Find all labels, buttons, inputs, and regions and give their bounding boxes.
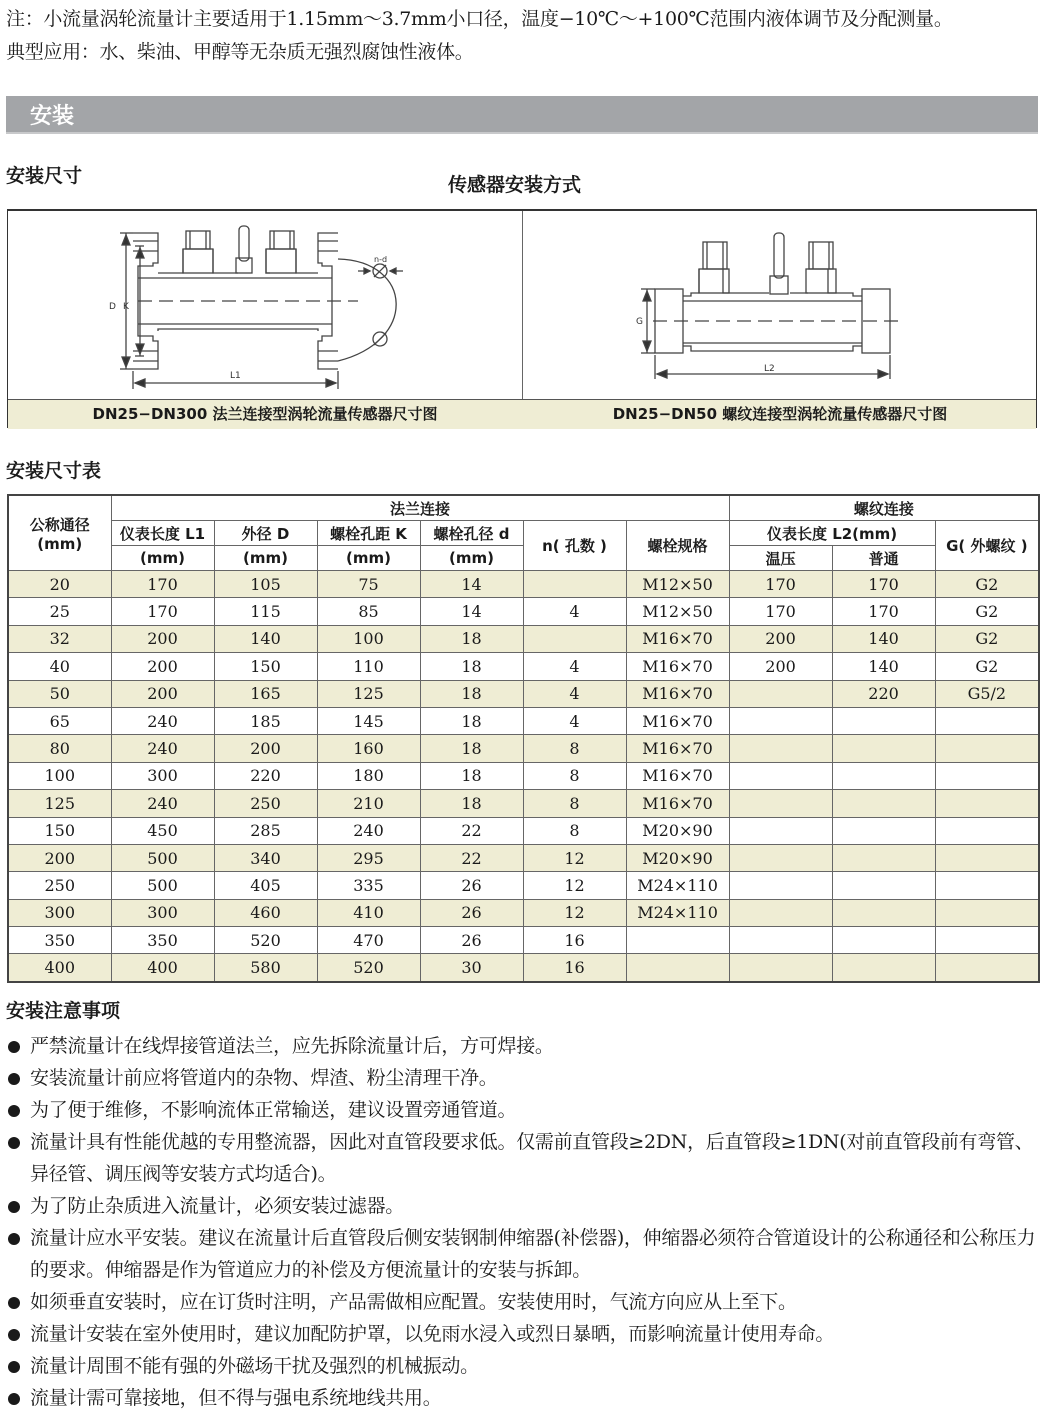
table-row	[8, 927, 1039, 954]
header-temp-press: 温压	[729, 546, 832, 571]
table-row	[8, 954, 1039, 982]
table-cell	[626, 927, 729, 954]
table-cell: 100	[8, 762, 111, 789]
table-cell: 220	[832, 680, 935, 707]
bullet-icon	[8, 1041, 20, 1053]
note-item	[6, 1382, 1041, 1414]
table-cell: 400	[8, 954, 111, 982]
table-cell: 110	[317, 653, 420, 680]
table-row	[8, 762, 1039, 789]
table-cell: 18	[420, 707, 523, 734]
label-l2: L2	[764, 364, 775, 374]
table-cell: 8	[523, 817, 626, 844]
table-cell: 410	[317, 899, 420, 926]
table-cell	[729, 954, 832, 982]
note-text: 流量计具有性能优越的专用整流器，因此对直管段要求低。仅需前直管段≥2DN，后直管段≥1DN(对前直管段前有弯管、异径管、调压阀等安装方式均适合)。	[30, 1131, 1034, 1185]
table-cell: 85	[317, 598, 420, 625]
header-unit: (mm)	[317, 546, 420, 571]
table-cell: 450	[111, 817, 214, 844]
header-unit: (mm)	[214, 546, 317, 571]
table-cell: 335	[317, 872, 420, 899]
header-normal: 普通	[832, 546, 935, 571]
table-cell: 300	[111, 762, 214, 789]
table-cell: 40	[8, 653, 111, 680]
table-cell: 295	[317, 844, 420, 871]
table-cell	[729, 790, 832, 817]
table-cell: 285	[214, 817, 317, 844]
table-cell	[729, 735, 832, 762]
table-cell: 185	[214, 707, 317, 734]
bullet-icon	[8, 1137, 20, 1149]
bullet-icon	[8, 1201, 20, 1213]
table-cell: 26	[420, 927, 523, 954]
table-cell: 170	[111, 598, 214, 625]
table-cell: 65	[8, 707, 111, 734]
table-cell: 105	[214, 571, 317, 598]
table-cell: 200	[111, 653, 214, 680]
header-hole-count: n( 孔数 )	[523, 521, 626, 571]
table-cell	[832, 762, 935, 789]
table-row	[8, 680, 1039, 707]
table-row	[8, 817, 1039, 844]
table-cell: 150	[8, 817, 111, 844]
table-cell	[523, 625, 626, 652]
table-cell	[935, 735, 1039, 762]
table-cell: 470	[317, 927, 420, 954]
note-item	[6, 1094, 1041, 1126]
table-cell	[832, 899, 935, 926]
table-cell	[729, 817, 832, 844]
table-cell: 200	[729, 625, 832, 652]
table-cell: M12×50	[626, 598, 729, 625]
label-l1: L1	[230, 371, 241, 381]
table-cell: G2	[935, 653, 1039, 680]
table-cell	[832, 954, 935, 982]
table-cell	[832, 790, 935, 817]
table-cell: 12	[523, 872, 626, 899]
note-item	[6, 1062, 1041, 1094]
table-cell: M16×70	[626, 790, 729, 817]
notes-list	[6, 1030, 1041, 1414]
table-cell: 18	[420, 790, 523, 817]
table-cell: G2	[935, 598, 1039, 625]
table-cell: 300	[8, 899, 111, 926]
note-text: 为了便于维修，不影响流体正常输送，建议设置旁通管道。	[30, 1099, 517, 1121]
table-cell: 180	[317, 762, 420, 789]
table-row	[8, 735, 1039, 762]
table-row	[8, 707, 1039, 734]
table-cell: 150	[214, 653, 317, 680]
table-cell: 165	[214, 680, 317, 707]
header-outer-d: 外径 D	[214, 521, 317, 546]
table-cell	[832, 707, 935, 734]
header-g-thread: G( 外螺纹 )	[935, 521, 1039, 571]
table-cell: 4	[523, 598, 626, 625]
label-nd: n-d	[374, 255, 388, 264]
note-item	[6, 1030, 1041, 1062]
table-row	[8, 653, 1039, 680]
table-cell: 340	[214, 844, 317, 871]
header-flange-group: 法兰连接	[111, 495, 729, 521]
table-cell: 200	[8, 844, 111, 871]
table-cell: 18	[420, 625, 523, 652]
table-row	[8, 598, 1039, 625]
table-cell	[729, 707, 832, 734]
table-cell	[832, 817, 935, 844]
table-cell: 250	[8, 872, 111, 899]
table-cell: 32	[8, 625, 111, 652]
thread-sensor-diagram	[523, 211, 1037, 399]
label-k: K	[123, 302, 129, 312]
table-cell: 25	[8, 598, 111, 625]
table-cell	[832, 735, 935, 762]
table-cell: 170	[832, 571, 935, 598]
table-cell	[832, 872, 935, 899]
bullet-icon	[8, 1073, 20, 1085]
table-cell: M24×110	[626, 872, 729, 899]
table-cell: G2	[935, 625, 1039, 652]
section-title: 安装	[30, 104, 75, 129]
table-cell: M20×90	[626, 844, 729, 871]
header-unit: (mm)	[420, 546, 523, 571]
diagram-panel	[7, 209, 1037, 428]
table-row	[8, 844, 1039, 871]
table-cell: 170	[729, 571, 832, 598]
header-bolt-k: 螺栓孔距 K	[317, 521, 420, 546]
table-cell: 140	[832, 625, 935, 652]
table-cell: M20×90	[626, 817, 729, 844]
table-cell: 350	[8, 927, 111, 954]
table-row	[8, 571, 1039, 598]
table-cell: 8	[523, 735, 626, 762]
bullet-icon	[8, 1297, 20, 1309]
table-cell: M16×70	[626, 707, 729, 734]
table-cell	[729, 844, 832, 871]
table-cell: 300	[111, 899, 214, 926]
typical-application: 典型应用：水、柴油、甲醇等无杂质无强烈腐蚀性液体。	[6, 41, 474, 63]
table-cell: 18	[420, 735, 523, 762]
header-nominal-label: 公称通径	[29, 515, 90, 534]
note-text: 流量计需可靠接地，但不得与强电系统地线共用。	[30, 1387, 442, 1409]
table-cell: 170	[729, 598, 832, 625]
header-bolt-hole-d: 螺栓孔径 d	[420, 521, 523, 546]
table-cell: M16×70	[626, 625, 729, 652]
table-cell: 200	[214, 735, 317, 762]
bullet-icon	[8, 1393, 20, 1405]
table-cell: 240	[317, 817, 420, 844]
table-cell: 350	[111, 927, 214, 954]
sensor-install-heading: 传感器安装方式	[448, 174, 582, 196]
note-item	[6, 1350, 1041, 1382]
table-cell: 580	[214, 954, 317, 982]
table-cell: 20	[8, 571, 111, 598]
table-cell: 16	[523, 927, 626, 954]
note-item	[6, 1286, 1041, 1318]
install-size-heading: 安装尺寸	[6, 165, 83, 187]
note-text: 安装流量计前应将管道内的杂物、焊渣、粉尘清理干净。	[30, 1067, 498, 1089]
table-cell: 240	[111, 707, 214, 734]
table-cell: 520	[214, 927, 317, 954]
table-cell: 26	[420, 872, 523, 899]
table-cell: 200	[111, 680, 214, 707]
table-cell	[729, 872, 832, 899]
table-cell: M16×70	[626, 735, 729, 762]
table-cell: 210	[317, 790, 420, 817]
bullet-icon	[8, 1361, 20, 1373]
table-cell	[832, 844, 935, 871]
table-cell: 26	[420, 899, 523, 926]
table-cell: 500	[111, 872, 214, 899]
table-cell: 18	[420, 680, 523, 707]
table-cell: 140	[214, 625, 317, 652]
table-cell: 80	[8, 735, 111, 762]
table-row	[8, 790, 1039, 817]
table-cell	[729, 762, 832, 789]
header-thread-group: 螺纹连接	[729, 495, 1039, 521]
table-cell	[523, 571, 626, 598]
table-cell: 14	[420, 571, 523, 598]
table-cell: 460	[214, 899, 317, 926]
note-text: 为了防止杂质进入流量计，必须安装过滤器。	[30, 1195, 405, 1217]
note-text: 流量计应水平安装。建议在流量计后直管段后侧安装钢制伸缩器(补偿器)，伸缩器必须符合管道设计的公称通径和公称压力的要求。伸缩器是作为管道应力的补偿及方便流量计的安装与拆卸。	[30, 1227, 1036, 1281]
table-cell: 405	[214, 872, 317, 899]
table-cell: M16×70	[626, 680, 729, 707]
note-item	[6, 1222, 1041, 1286]
table-cell: 8	[523, 790, 626, 817]
header-nominal-unit: (mm)	[37, 534, 83, 553]
intro-note: 注：小流量涡轮流量计主要适用于1.15mm～3.7mm小口径，温度−10℃～+100℃范围内液体调节及分配测量。	[6, 8, 953, 30]
notes-heading: 安装注意事项	[6, 1000, 121, 1022]
table-cell	[935, 899, 1039, 926]
note-text: 严禁流量计在线焊接管道法兰，应先拆除流量计后，方可焊接。	[30, 1035, 554, 1057]
table-cell: M24×110	[626, 899, 729, 926]
table-cell: 400	[111, 954, 214, 982]
table-cell	[729, 927, 832, 954]
table-cell: 250	[214, 790, 317, 817]
flange-diagram-caption: DN25−DN300 法兰连接型涡轮流量传感器尺寸图	[92, 405, 438, 423]
table-cell	[832, 927, 935, 954]
table-cell: M12×50	[626, 571, 729, 598]
table-cell: 22	[420, 817, 523, 844]
table-cell: 14	[420, 598, 523, 625]
note-item	[6, 1318, 1041, 1350]
table-cell: 4	[523, 707, 626, 734]
table-cell	[729, 680, 832, 707]
table-cell: 18	[420, 653, 523, 680]
table-cell: 500	[111, 844, 214, 871]
table-cell: 170	[832, 598, 935, 625]
table-cell	[626, 954, 729, 982]
table-cell: 18	[420, 762, 523, 789]
thread-diagram-caption: DN25−DN50 螺纹连接型涡轮流量传感器尺寸图	[612, 405, 948, 423]
table-cell: 115	[214, 598, 317, 625]
table-cell: 125	[317, 680, 420, 707]
table-cell: 4	[523, 680, 626, 707]
header-bolt-spec: 螺栓规格	[626, 521, 729, 571]
table-cell: 140	[832, 653, 935, 680]
table-cell: M16×70	[626, 762, 729, 789]
table-cell	[935, 817, 1039, 844]
table-cell: 240	[111, 790, 214, 817]
table-cell	[935, 790, 1039, 817]
table-row	[8, 872, 1039, 899]
table-cell	[729, 899, 832, 926]
table-cell: M16×70	[626, 653, 729, 680]
header-unit: (mm)	[111, 546, 214, 571]
note-text: 流量计周围不能有强的外磁场干扰及强烈的机械振动。	[30, 1355, 479, 1377]
note-text: 如须垂直安装时，应在订货时注明，产品需做相应配置。安装使用时，气流方向应从上至下。	[30, 1291, 797, 1313]
table-cell	[935, 707, 1039, 734]
table-cell: 4	[523, 653, 626, 680]
table-cell: 16	[523, 954, 626, 982]
header-nominal-diameter	[8, 495, 111, 571]
table-cell	[935, 762, 1039, 789]
header-l1: 仪表长度 L1	[111, 521, 214, 546]
table-cell: 520	[317, 954, 420, 982]
table-cell	[935, 872, 1039, 899]
table-cell: 100	[317, 625, 420, 652]
table-body	[8, 571, 1039, 982]
header-l2: 仪表长度 L2(mm)	[729, 521, 935, 546]
section-bar-install	[6, 96, 1038, 134]
table-cell	[935, 844, 1039, 871]
table-cell: 22	[420, 844, 523, 871]
label-d: D	[109, 302, 116, 312]
table-cell: 145	[317, 707, 420, 734]
table-cell: G5/2	[935, 680, 1039, 707]
table-cell: 12	[523, 899, 626, 926]
table-cell: 12	[523, 844, 626, 871]
table-heading: 安装尺寸表	[6, 460, 102, 482]
bullet-icon	[8, 1233, 20, 1245]
table-cell: 8	[523, 762, 626, 789]
bullet-icon	[8, 1329, 20, 1341]
note-item	[6, 1190, 1041, 1222]
table-cell: G2	[935, 571, 1039, 598]
table-cell: 220	[214, 762, 317, 789]
table-cell	[935, 954, 1039, 982]
flange-sensor-diagram	[8, 211, 522, 399]
table-row	[8, 899, 1039, 926]
table-cell: 125	[8, 790, 111, 817]
table-cell: 50	[8, 680, 111, 707]
table-cell: 160	[317, 735, 420, 762]
table-cell: 30	[420, 954, 523, 982]
note-item	[6, 1126, 1041, 1190]
diagram-caption-band	[8, 399, 1036, 429]
note-text: 流量计安装在室外使用时，建议加配防护罩，以免雨水浸入或烈日暴晒，而影响流量计使用寿命。	[30, 1323, 835, 1345]
table-cell: 200	[111, 625, 214, 652]
table-row	[8, 625, 1039, 652]
table-cell: 170	[111, 571, 214, 598]
table-cell: 240	[111, 735, 214, 762]
table-cell: 75	[317, 571, 420, 598]
table-cell: 200	[729, 653, 832, 680]
install-dimensions-table	[7, 494, 1040, 983]
table-cell	[935, 927, 1039, 954]
bullet-icon	[8, 1105, 20, 1117]
label-g: G	[636, 317, 643, 327]
